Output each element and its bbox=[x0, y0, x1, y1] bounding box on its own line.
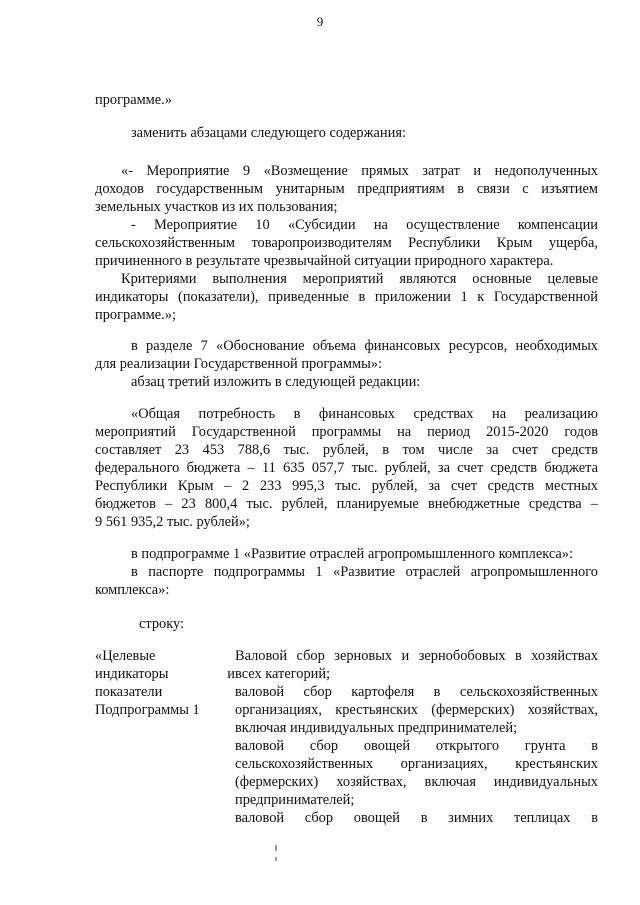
paragraph-line: Критериями выполнения мероприятий являются основные целевые bbox=[121, 271, 598, 287]
paragraph-line: комплекса»: bbox=[95, 582, 170, 598]
paragraph-line: Республики Крым – 2 233 995,3 тыс. рублей, за счет средств местных bbox=[95, 478, 598, 494]
table-right-line: сельскохозяйственных организациях, крестьянских bbox=[235, 756, 598, 772]
paragraph-line: причиненного в результате чрезвычайной ситуации природного характера. bbox=[95, 253, 554, 269]
table-left-line: «Целевые bbox=[95, 648, 156, 664]
table-right-line: валовой сбор овощей в зимних теплицах в bbox=[235, 810, 598, 826]
table-right-line: Валовой сбор зерновых и зернобобовых в хозяйствах bbox=[235, 648, 598, 664]
table-right-line: организациях, крестьянских (фермерских) хозяйствах, bbox=[235, 702, 598, 718]
paragraph-line: составляет 23 453 788,6 тыс. рублей, в том числе за счет средств bbox=[95, 442, 598, 458]
table-left-line: Подпрограммы 1 bbox=[95, 702, 200, 718]
table-right-line: предпринимателей; bbox=[235, 792, 355, 808]
paragraph-line: программе.»; bbox=[95, 307, 176, 323]
table-right-line: включая индивидуальных предпринимателей; bbox=[235, 720, 518, 736]
paragraph-line: программе.» bbox=[95, 92, 172, 108]
paragraph-line: земельных участков из их пользования; bbox=[95, 199, 338, 215]
table-right-line: (фермерских) хозяйствах, включая индивидуальных bbox=[235, 774, 598, 790]
paragraph-line: бюджетов – 23 800,4 тыс. рублей, планируемые внебюджетные средства – bbox=[95, 496, 598, 512]
table-left-line: индикаторы и bbox=[95, 666, 235, 682]
scan-artifact-mark bbox=[275, 857, 277, 861]
paragraph-line: 9 561 935,2 тыс. рублей»; bbox=[95, 514, 250, 530]
paragraph-line: для реализации Государственной программы»: bbox=[95, 356, 382, 372]
paragraph-line: доходов государственным унитарным предприятиям в связи с изъятием bbox=[95, 181, 598, 197]
paragraph-line: сельскохозяйственным товаропроизводителям Республики Крым ущерба, bbox=[95, 235, 598, 251]
paragraph-line: в паспорте подпрограммы 1 «Развитие отраслей агропромышленного bbox=[131, 564, 598, 580]
paragraph-line: индикаторы (показатели), приведенные в приложении 1 к Государственной bbox=[95, 289, 598, 305]
paragraph-line: «- Мероприятие 9 «Возмещение прямых затрат и недополученных bbox=[121, 163, 598, 179]
paragraph-line: «Общая потребность в финансовых средствах на реализацию bbox=[131, 406, 598, 422]
table-right-line: валовой сбор картофеля в сельскохозяйственных bbox=[235, 684, 598, 700]
paragraph-line: - Мероприятие 10 «Субсидии на осуществление компенсации bbox=[131, 217, 598, 233]
paragraph-line: заменить абзацами следующего содержания: bbox=[131, 125, 406, 141]
paragraph-line: абзац третий изложить в следующей редакции: bbox=[131, 374, 421, 390]
paragraph-line: в разделе 7 «Обоснование объема финансовых ресурсов, необходимых bbox=[131, 338, 598, 354]
table-right-line: валовой сбор овощей открытого грунта в bbox=[235, 738, 598, 754]
paragraph-line: в подпрограмме 1 «Развитие отраслей агропромышленного комплекса»: bbox=[131, 546, 574, 562]
paragraph-line: федерального бюджета – 11 635 057,7 тыс. рублей, за счет средств бюджета bbox=[95, 460, 598, 476]
page-number: 9 bbox=[316, 14, 324, 29]
paragraph-line: строку: bbox=[139, 616, 185, 632]
table-right-line: всех категорий; bbox=[235, 666, 331, 682]
table-left-line: показатели bbox=[95, 684, 163, 700]
scan-artifact-mark bbox=[275, 845, 277, 851]
paragraph-line: мероприятий Государственной программы на период 2015-2020 годов bbox=[95, 424, 598, 440]
